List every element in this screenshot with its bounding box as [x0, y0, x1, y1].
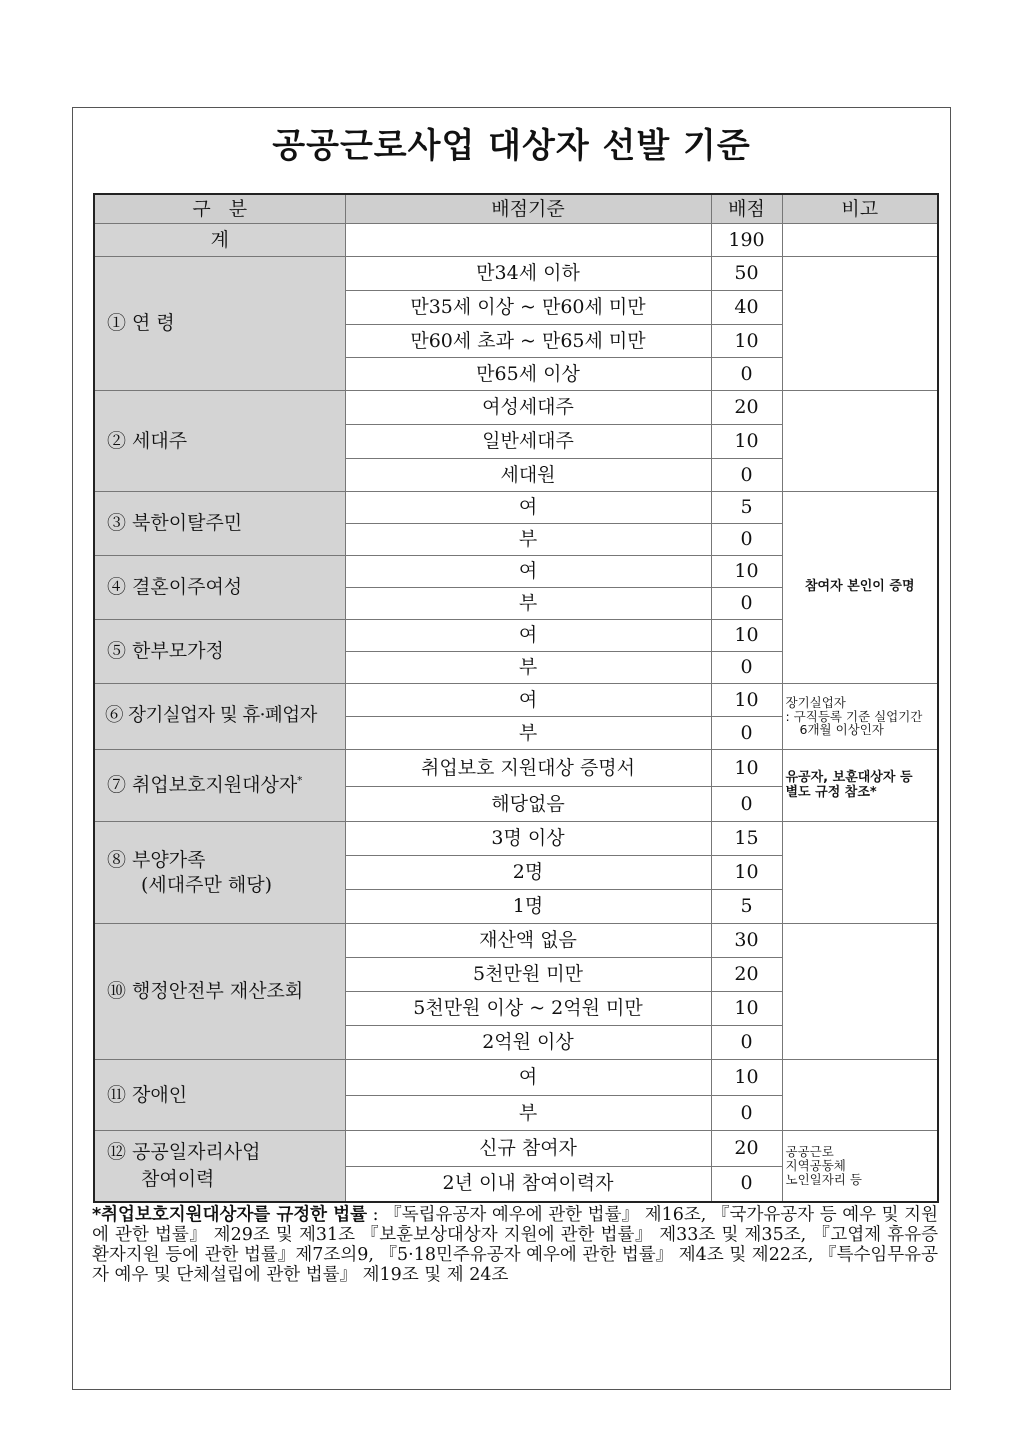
criteria-cell: 세대원 — [345, 459, 711, 492]
criteria-cell: 부 — [345, 652, 711, 684]
table-row — [94, 684, 938, 717]
note-line: 장기실업자 — [785, 694, 846, 710]
footnote-mark: * — [297, 775, 303, 787]
header-remarks: 비고 — [782, 194, 938, 224]
criteria-cell: 5천만원 미만 — [345, 958, 711, 992]
criteria-cell: 일반세대주 — [345, 425, 711, 459]
table-row — [94, 750, 938, 787]
score-cell: 10 — [711, 620, 782, 652]
criteria-cell: 부 — [345, 524, 711, 556]
footnote-heading: *취업보호지원대상자를 규정한 법률 — [92, 1205, 368, 1225]
remarks-cell — [782, 822, 938, 924]
score-cell: 0 — [711, 524, 782, 556]
score-cell: 5 — [711, 492, 782, 524]
category-dependents — [94, 822, 345, 924]
total-score: 190 — [711, 224, 782, 257]
score-cell: 0 — [711, 717, 782, 750]
criteria-cell: 만35세 이상 ~ 만60세 미만 — [345, 291, 711, 325]
score-cell: 20 — [711, 958, 782, 992]
criteria-cell: 신규 참여자 — [345, 1131, 711, 1167]
category-single-parent: ⑤ 한부모가정 — [94, 620, 345, 684]
category-householder: ② 세대주 — [94, 391, 345, 492]
score-cell: 10 — [711, 325, 782, 358]
table-header-row — [94, 194, 938, 224]
category-assets: ⑩ 행정안전부 재산조회 — [94, 924, 345, 1060]
total-row — [94, 224, 938, 257]
criteria-cell: 부 — [345, 717, 711, 750]
table-row — [94, 492, 938, 524]
category-disabled: ⑪ 장애인 — [94, 1060, 345, 1131]
criteria-cell: 3명 이상 — [345, 822, 711, 856]
criteria-cell: 취업보호 지원대상 증명서 — [345, 750, 711, 787]
protected-note — [782, 750, 938, 822]
score-cell: 0 — [711, 588, 782, 620]
score-cell: 20 — [711, 1131, 782, 1167]
score-cell: 10 — [711, 556, 782, 588]
score-cell: 10 — [711, 425, 782, 459]
header-category: 구 분 — [94, 194, 345, 224]
header-criteria: 배점기준 — [345, 194, 711, 224]
self-proof-note: 참여자 본인이 증명 — [782, 492, 938, 684]
category-protected — [94, 750, 345, 822]
criteria-cell: 만34세 이하 — [345, 257, 711, 291]
criteria-cell: 여 — [345, 1060, 711, 1096]
table-row — [94, 1060, 938, 1096]
criteria-cell: 해당없음 — [345, 787, 711, 822]
table-row — [94, 1131, 938, 1167]
criteria-table — [93, 193, 939, 1203]
note-line: 노인일자리 등 — [785, 1171, 862, 1187]
category-history — [94, 1131, 345, 1202]
criteria-cell: 1명 — [345, 890, 711, 924]
remarks-cell — [782, 257, 938, 391]
criteria-cell: 만60세 초과 ~ 만65세 미만 — [345, 325, 711, 358]
score-cell: 0 — [711, 787, 782, 822]
history-note — [782, 1131, 938, 1202]
criteria-cell: 여 — [345, 620, 711, 652]
score-cell: 0 — [711, 459, 782, 492]
criteria-cell: 여 — [345, 556, 711, 588]
score-cell: 30 — [711, 924, 782, 958]
criteria-cell: 만65세 이상 — [345, 358, 711, 391]
category-age: ① 연 령 — [94, 257, 345, 391]
table-row — [94, 257, 938, 291]
score-cell: 0 — [711, 1167, 782, 1202]
page-title: 공공근로사업 대상자 선발 기준 — [272, 126, 751, 166]
category-history-sublabel: 참여이력 — [141, 1167, 215, 1190]
criteria-cell: 2억원 이상 — [345, 1026, 711, 1060]
score-cell: 40 — [711, 291, 782, 325]
score-cell: 50 — [711, 257, 782, 291]
score-cell: 10 — [711, 1060, 782, 1096]
criteria-cell: 5천만원 이상 ~ 2억원 미만 — [345, 992, 711, 1026]
category-marriage: ④ 결혼이주여성 — [94, 556, 345, 620]
footnote-text: : 『독립유공자 예우에 관한 법률』 제16조, 『국가유공자 등 예우 및 지원에 관한 법률』 제29조 및 제31조 『보훈보상대상자 지원에 관한 법률』 제33조 및 제35조, 『고엽제 휴유증 환자지원 등에 관한 법률』제7조의9, 『5·18민주유공자 예우에 관한 법률』 제4조 및 제22조, 『특수임무유공자 예우 및 단체설립에 관한 법률』 제19조 및 제 24조 — [92, 1205, 938, 1285]
category-history-label: ⑫ 공공일자리사업 — [107, 1140, 261, 1163]
criteria-cell: 부 — [345, 1096, 711, 1131]
criteria-cell: 재산액 없음 — [345, 924, 711, 958]
criteria-cell: 여 — [345, 492, 711, 524]
note-line: 6개월 이상인자 — [799, 722, 884, 738]
remarks-cell — [782, 924, 938, 1060]
remarks-cell — [782, 1060, 938, 1131]
score-cell: 10 — [711, 856, 782, 890]
criteria-cell: 여 — [345, 684, 711, 717]
criteria-cell: 여성세대주 — [345, 391, 711, 425]
table-row — [94, 822, 938, 856]
score-cell: 15 — [711, 822, 782, 856]
score-cell: 0 — [711, 1026, 782, 1060]
criteria-cell: 2년 이내 참여이력자 — [345, 1167, 711, 1202]
score-cell: 5 — [711, 890, 782, 924]
footnote — [92, 1205, 938, 1285]
score-cell: 0 — [711, 358, 782, 391]
remarks-cell — [782, 391, 938, 492]
header-score: 배점 — [711, 194, 782, 224]
note-line: 유공자, 보훈대상자 등 — [785, 770, 913, 786]
score-cell: 10 — [711, 750, 782, 787]
score-cell: 0 — [711, 1096, 782, 1131]
total-criteria — [345, 224, 711, 257]
category-protected-label: ⑦ 취업보호지원대상자 — [107, 774, 298, 797]
table-row — [94, 924, 938, 958]
note-line: 공공근로 — [785, 1144, 834, 1160]
criteria-cell: 부 — [345, 588, 711, 620]
total-label: 계 — [94, 224, 345, 257]
table-row — [94, 391, 938, 425]
category-dependents-sublabel: (세대주만 해당) — [141, 873, 272, 896]
score-cell: 20 — [711, 391, 782, 425]
total-note — [782, 224, 938, 257]
note-line: 지역공동체 — [785, 1157, 846, 1173]
note-line: : 구직등록 기준 실업기간 — [785, 708, 923, 724]
category-unemployed: ⑥ 장기실업자 및 휴·폐업자 — [94, 684, 345, 750]
category-dependents-label: ⑧ 부양가족 — [107, 848, 206, 871]
score-cell: 10 — [711, 684, 782, 717]
unemployed-note — [782, 684, 938, 750]
note-line: 별도 규정 참조* — [785, 784, 877, 800]
criteria-cell: 2명 — [345, 856, 711, 890]
score-cell: 0 — [711, 652, 782, 684]
category-defector: ③ 북한이탈주민 — [94, 492, 345, 556]
score-cell: 10 — [711, 992, 782, 1026]
